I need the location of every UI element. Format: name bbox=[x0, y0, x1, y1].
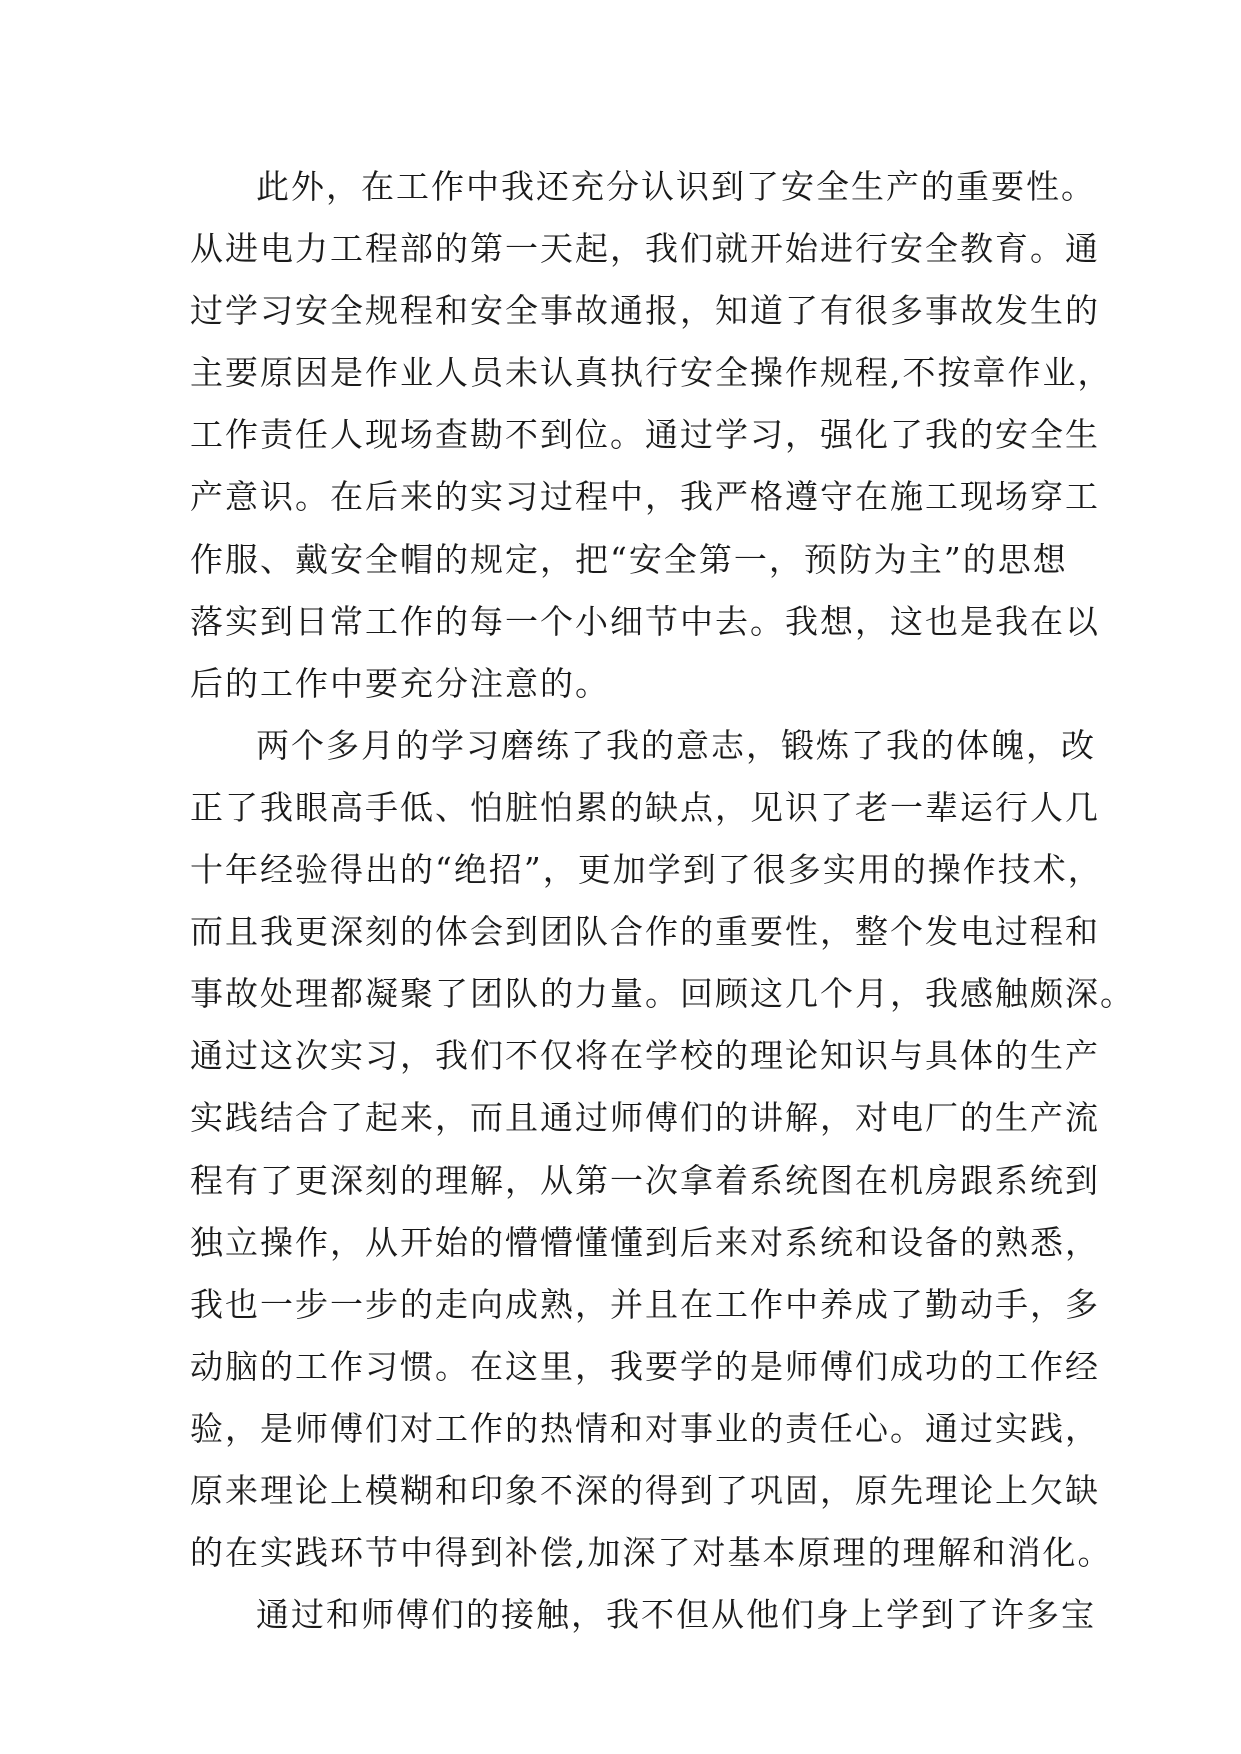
paragraph-3 bbox=[190, 1584, 1096, 1646]
text-line: 通过这次实习，我们不仅将在学校的理论知识与具体的生产 bbox=[190, 1036, 1100, 1076]
text-line: 验，是师傅们对工作的热情和对事业的责任心。通过实践， bbox=[190, 1408, 1100, 1448]
text-line: 此外，在工作中我还充分认识到了安全生产的重要性。 bbox=[256, 167, 1096, 206]
text-line: 实践结合了起来，而且通过师傅们的讲解，对电厂的生产流 bbox=[190, 1098, 1100, 1138]
text-line: 产意识。在后来的实习过程中，我严格遵守在施工现场穿工 bbox=[190, 477, 1100, 517]
paragraph-1 bbox=[190, 156, 1113, 715]
text-line: 事故处理都凝聚了团队的力量。回顾这几个月，我感触颇深。 bbox=[190, 974, 1135, 1014]
text-line: 我也一步一步的走向成熟，并且在工作中养成了勤动手，多 bbox=[190, 1284, 1100, 1324]
text-line: 落实到日常工作的每一个小细节中去。我想，这也是我在以 bbox=[190, 601, 1100, 641]
text-line: 工作责任人现场查勘不到位。通过学习，强化了我的安全生 bbox=[190, 415, 1100, 455]
document-body bbox=[190, 156, 1135, 1646]
text-line: 的在实践环节中得到补偿,加深了对基本原理的理解和消化。 bbox=[190, 1533, 1113, 1573]
text-line: 十年经验得出的“绝招”，更加学到了很多实用的操作技术， bbox=[190, 850, 1103, 890]
text-line: 从进电力工程部的第一天起，我们就开始进行安全教育。通 bbox=[190, 229, 1100, 269]
text-line: 两个多月的学习磨练了我的意志，锻炼了我的体魄，改 bbox=[256, 725, 1096, 765]
text-line: 动脑的工作习惯。在这里，我要学的是师傅们成功的工作经 bbox=[190, 1346, 1100, 1386]
text-line: 过学习安全规程和安全事故通报，知道了有很多事故发生的 bbox=[190, 291, 1100, 331]
text-line: 作服、戴安全帽的规定，把“安全第一，预防为主”的思想 bbox=[190, 539, 1068, 579]
text-line: 原来理论上模糊和印象不深的得到了巩固，原先理论上欠缺 bbox=[190, 1470, 1100, 1510]
text-line: 通过和师傅们的接触，我不但从他们身上学到了许多宝 bbox=[256, 1595, 1096, 1635]
paragraph-2 bbox=[190, 715, 1135, 1584]
text-line: 正了我眼高手低、怕脏怕累的缺点，见识了老一辈运行人几 bbox=[190, 787, 1100, 827]
text-line: 而且我更深刻的体会到团队合作的重要性，整个发电过程和 bbox=[190, 912, 1100, 952]
text-line: 主要原因是作业人员未认真执行安全操作规程,不按章作业， bbox=[190, 353, 1113, 393]
text-line: 后的工作中要充分注意的。 bbox=[190, 663, 610, 703]
text-line: 独立操作，从开始的懵懵懂懂到后来对系统和设备的熟悉， bbox=[190, 1222, 1100, 1262]
text-line: 程有了更深刻的理解，从第一次拿着系统图在机房跟系统到 bbox=[190, 1160, 1100, 1200]
